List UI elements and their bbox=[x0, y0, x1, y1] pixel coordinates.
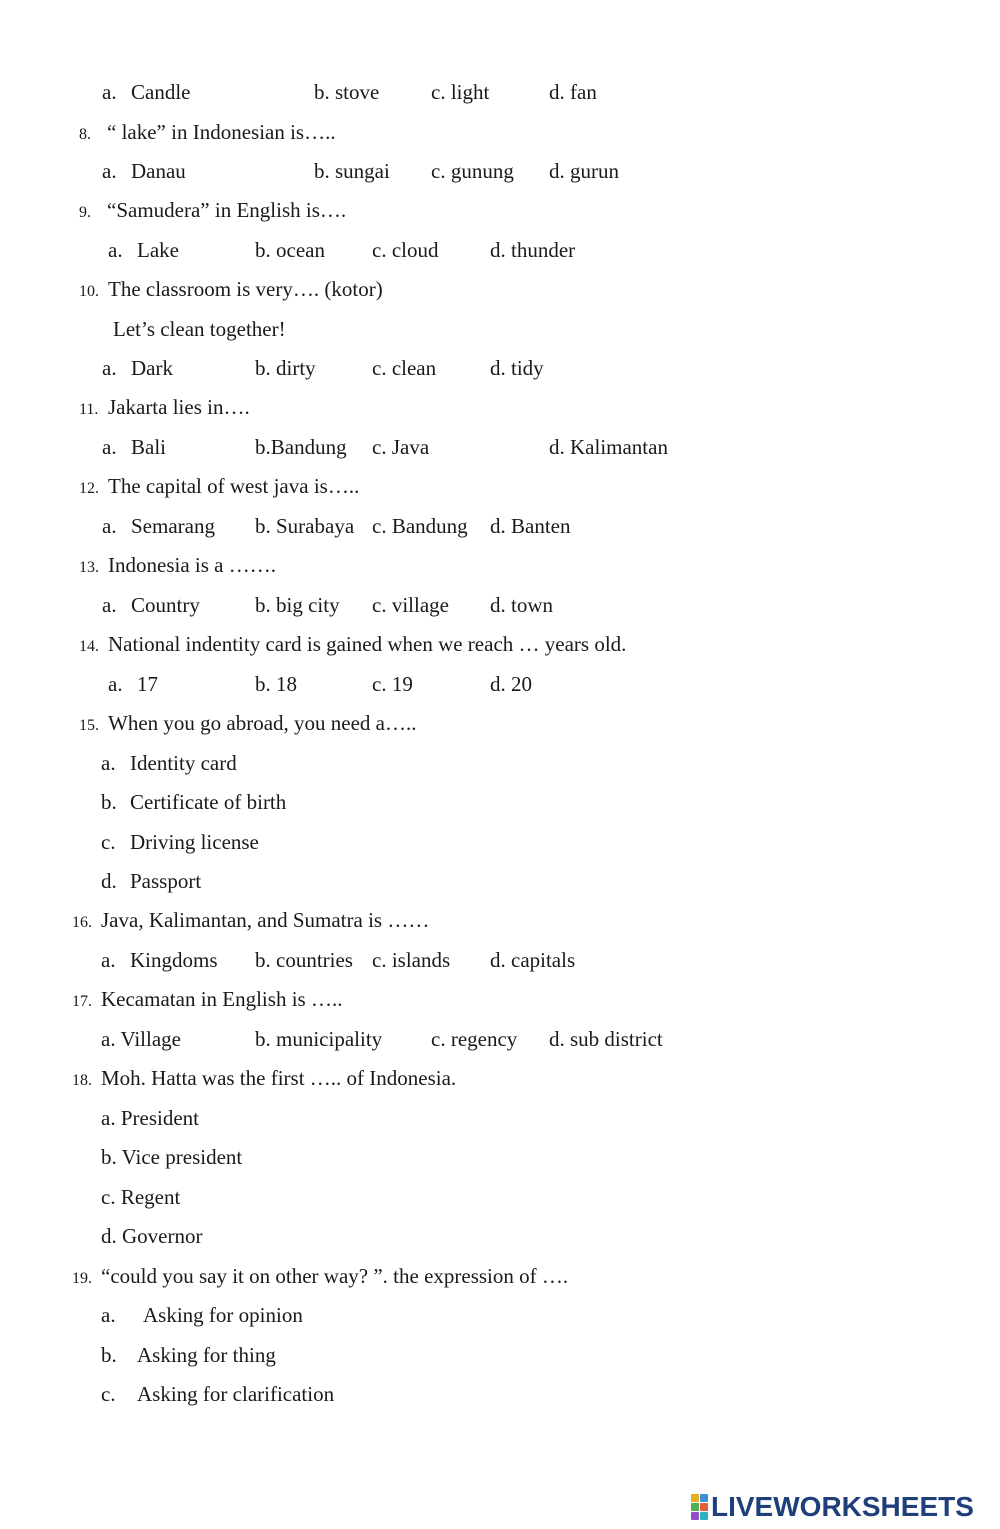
worksheet-text: Asking for opinion bbox=[143, 1303, 303, 1327]
worksheet-text: c. 19 bbox=[372, 672, 413, 696]
logo-text: LIVEWORKSHEETS bbox=[711, 1491, 974, 1522]
worksheet-text: c. gunung bbox=[431, 159, 514, 183]
worksheet-text: National indentity card is gained when we reach … years old. bbox=[108, 632, 627, 656]
worksheet-text: Lake bbox=[137, 238, 179, 262]
worksheet-text: c. Regent bbox=[101, 1185, 181, 1209]
worksheet-text: b. bbox=[101, 790, 117, 814]
worksheet-text: Asking for clarification bbox=[137, 1382, 335, 1406]
worksheet-text: a. bbox=[102, 593, 117, 617]
question-number: 13. bbox=[79, 559, 99, 576]
worksheet-text: Let’s clean together! bbox=[113, 317, 286, 341]
worksheet-text: Driving license bbox=[130, 830, 259, 854]
worksheet-text: Moh. Hatta was the first ….. of Indonesia. bbox=[101, 1066, 457, 1090]
worksheet-text: Dark bbox=[131, 356, 173, 380]
worksheet-text: Candle bbox=[131, 80, 191, 104]
worksheet-text: a. bbox=[101, 751, 116, 775]
worksheet-text: d. bbox=[101, 869, 117, 893]
worksheet-text: b. 18 bbox=[255, 672, 297, 696]
worksheet-text: a. bbox=[102, 514, 117, 538]
worksheet-text: a. bbox=[102, 435, 117, 459]
worksheet-text: “could you say it on other way? ”. the expression of …. bbox=[101, 1264, 569, 1288]
worksheet-text: Bali bbox=[131, 435, 166, 459]
worksheet-text: b. dirty bbox=[255, 356, 316, 380]
worksheet-text: b. big city bbox=[255, 593, 340, 617]
worksheet-text: b. Vice president bbox=[101, 1145, 243, 1169]
worksheet-text: The capital of west java is….. bbox=[108, 474, 360, 498]
question-number: 10. bbox=[79, 283, 99, 300]
worksheet-text: Asking for thing bbox=[137, 1343, 276, 1367]
worksheet-text: c. Java bbox=[372, 435, 430, 459]
question-number: 15. bbox=[79, 717, 99, 734]
logo-grid-icon bbox=[691, 1494, 708, 1520]
worksheet-text: b. Surabaya bbox=[255, 514, 355, 538]
worksheet-text: c. islands bbox=[372, 948, 451, 972]
liveworksheets-logo bbox=[691, 1491, 974, 1523]
worksheet-text: c. village bbox=[372, 593, 449, 617]
worksheet-text: b. stove bbox=[314, 80, 380, 104]
worksheet-text: a. bbox=[101, 1303, 116, 1327]
worksheet-text: a. bbox=[101, 948, 116, 972]
worksheet-text: Kecamatan in English is ….. bbox=[101, 987, 343, 1011]
worksheet-text: Danau bbox=[131, 159, 186, 183]
worksheet-text: d. Kalimantan bbox=[549, 435, 668, 459]
worksheet-text: d. 20 bbox=[490, 672, 532, 696]
worksheet-text: c. light bbox=[431, 80, 490, 104]
worksheet-text: When you go abroad, you need a….. bbox=[108, 711, 417, 735]
worksheet-text: Certificate of birth bbox=[130, 790, 287, 814]
worksheet-text: c. clean bbox=[372, 356, 437, 380]
worksheet-text: Identity card bbox=[130, 751, 237, 775]
worksheet-text: d. thunder bbox=[490, 238, 576, 262]
worksheet-text: a. bbox=[108, 672, 123, 696]
worksheet-text: d. Banten bbox=[490, 514, 571, 538]
worksheet-text: d. Governor bbox=[101, 1224, 203, 1248]
worksheet-text: Java, Kalimantan, and Sumatra is …… bbox=[101, 908, 430, 932]
worksheet-text: a. bbox=[102, 356, 117, 380]
worksheet-text: c. regency bbox=[431, 1027, 518, 1051]
question-number: 11. bbox=[79, 401, 99, 418]
worksheet-text: d. tidy bbox=[490, 356, 544, 380]
worksheet-text: b. bbox=[101, 1343, 117, 1367]
worksheet-text: “ lake” in Indonesian is….. bbox=[107, 120, 336, 144]
question-number: 19. bbox=[72, 1270, 92, 1287]
worksheet-text: d. sub district bbox=[549, 1027, 663, 1051]
worksheet-text: c. bbox=[101, 830, 116, 854]
worksheet-text: c. bbox=[101, 1382, 116, 1406]
worksheet-text: b. sungai bbox=[314, 159, 390, 183]
question-number: 9. bbox=[79, 204, 91, 221]
worksheet-text: a. President bbox=[101, 1106, 199, 1130]
worksheet-text: c. cloud bbox=[372, 238, 439, 262]
worksheet-text: b. municipality bbox=[255, 1027, 383, 1051]
worksheet-text: d. capitals bbox=[490, 948, 576, 972]
worksheet-text: b. countries bbox=[255, 948, 353, 972]
worksheet-text: d. town bbox=[490, 593, 553, 617]
question-number: 8. bbox=[79, 126, 91, 143]
worksheet-text: d. gurun bbox=[549, 159, 619, 183]
worksheet-text: b.Bandung bbox=[255, 435, 347, 459]
worksheet-text: Indonesia is a ……. bbox=[108, 553, 276, 577]
worksheet-text: 17 bbox=[137, 672, 158, 696]
question-number: 14. bbox=[79, 638, 99, 655]
worksheet-text: b. ocean bbox=[255, 238, 325, 262]
worksheet-text: d. fan bbox=[549, 80, 597, 104]
worksheet-text: Passport bbox=[130, 869, 202, 893]
worksheet-text: Semarang bbox=[131, 514, 215, 538]
worksheet-text: a. bbox=[102, 80, 117, 104]
worksheet-text: Kingdoms bbox=[130, 948, 218, 972]
question-number: 17. bbox=[72, 993, 92, 1010]
question-number: 12. bbox=[79, 480, 99, 497]
worksheet-text: a. bbox=[102, 159, 117, 183]
worksheet-text: c. Bandung bbox=[372, 514, 468, 538]
question-number: 16. bbox=[72, 914, 92, 931]
worksheet-text: Country bbox=[131, 593, 200, 617]
worksheet-text: “Samudera” in English is…. bbox=[107, 198, 347, 222]
worksheet-text: a. bbox=[108, 238, 123, 262]
worksheet-text: The classroom is very…. (kotor) bbox=[108, 277, 383, 301]
question-number: 18. bbox=[72, 1072, 92, 1089]
worksheet-text: a. Village bbox=[101, 1027, 181, 1051]
worksheet-text: Jakarta lies in…. bbox=[108, 395, 250, 419]
